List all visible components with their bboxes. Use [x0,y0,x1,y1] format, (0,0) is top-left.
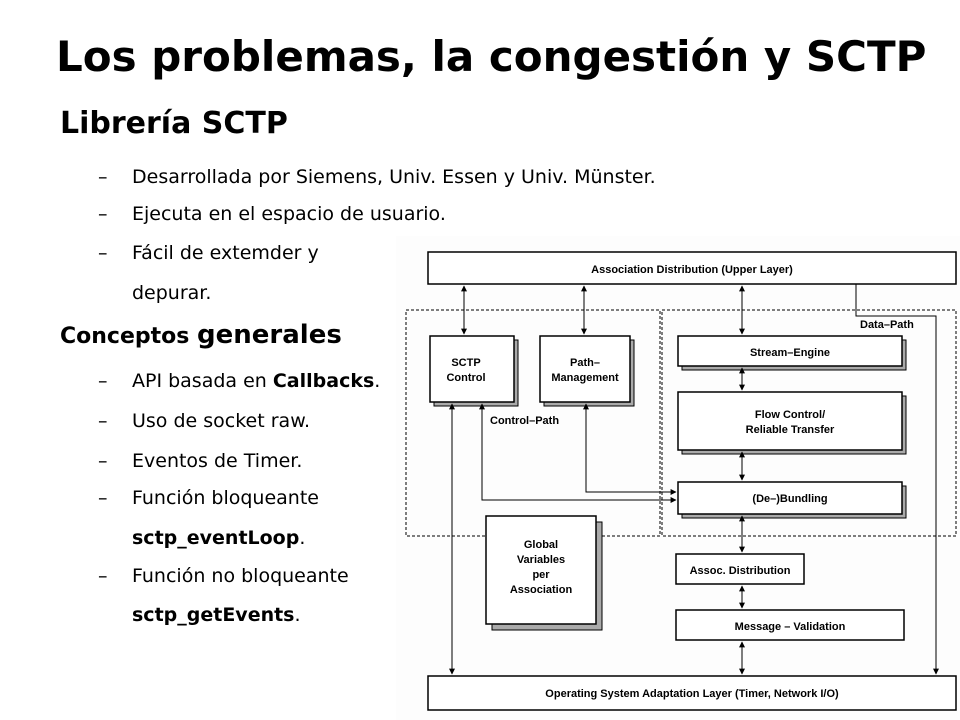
path-management-label-l2: Management [551,372,619,384]
function-name-getevents: sctp_getEvents [132,604,295,626]
bullet-suffix: . [294,604,301,626]
bullet-suffix: . [374,370,381,392]
bullet-text: Ejecuta en el espacio de usuario. [132,203,446,225]
bullet-text: Desarrollada por Siemens, Univ. Essen y Univ. Münster. [132,166,656,188]
os-layer-label: Operating System Adaptation Layer (Timer, Network I/O) [545,688,839,700]
bullet-nonblocking-fn-cont [132,602,301,628]
sctp-architecture-diagram [396,236,960,720]
bullet-dash: – [98,565,108,587]
bullet-text: Función no bloqueante [132,565,349,587]
bullet-text: Uso de socket raw. [132,410,311,432]
message-validation-label: Message – Validation [734,621,846,633]
bullet-dash: – [98,370,108,392]
data-path-label: Data–Path [860,319,914,331]
global-vars-label-l1: Global [523,539,559,551]
flow-control-label-l2: Reliable Transfer [745,424,835,436]
bullet-raw-socket [98,408,310,434]
bundling-label: (De–)Bundling [752,493,828,505]
section-heading-part2: generales [197,320,342,350]
bullet-suffix: . [299,527,306,549]
bullet-easy-extend-cont: depurar. [132,282,212,304]
assoc-distribution-label: Assoc. Distribution [689,565,791,577]
bullet-api-callbacks [98,368,380,394]
sctp-control-label-l2: Control [446,372,486,384]
bullet-dash: – [98,410,108,432]
sctp-control-box [430,336,514,402]
bullet-easy-extend [98,240,319,266]
bullet-text: API basada en [132,370,273,392]
section-heading-concepts [60,320,342,350]
slide-title: Los problemas, la congestión y SCTP [56,32,927,81]
bullet-timer-events [98,448,302,474]
section-heading-part1: Conceptos [60,324,198,349]
bullet-dash: – [98,487,108,509]
bullet-developed-by [98,164,656,190]
global-vars-label-l3: per [532,569,550,581]
bullet-nonblocking-fn [98,563,349,589]
slide-subtitle: Librería SCTP [60,106,288,141]
bullet-user-space [98,201,446,227]
stream-engine-label: Stream–Engine [749,347,831,359]
path-management-box [540,336,630,402]
bullet-bold-term: Callbacks [272,370,375,392]
upper-layer-label: Association Distribution (Upper Layer) [591,264,793,276]
flow-control-label-l1: Flow Control/ [754,409,826,421]
sctp-control-label-l1: SCTP [451,357,481,369]
bullet-text: Fácil de extemder y [132,242,319,264]
bullet-text: Eventos de Timer. [132,450,303,472]
bullet-blocking-fn [98,485,319,511]
bullet-dash: – [98,203,108,225]
bullet-dash: – [98,450,108,472]
flow-control-box [678,392,902,450]
diagram-background [396,236,960,720]
global-vars-label-l4: Association [509,584,573,596]
global-vars-label-l2: Variables [516,554,566,566]
bullet-dash: – [98,242,108,264]
function-name-eventloop: sctp_eventLoop [132,527,300,549]
control-path-label: Control–Path [490,415,560,427]
bullet-dash: – [98,166,108,188]
bullet-text: Función bloqueante [132,487,319,509]
path-management-label-l1: Path– [570,357,600,369]
bullet-blocking-fn-cont [132,525,305,551]
